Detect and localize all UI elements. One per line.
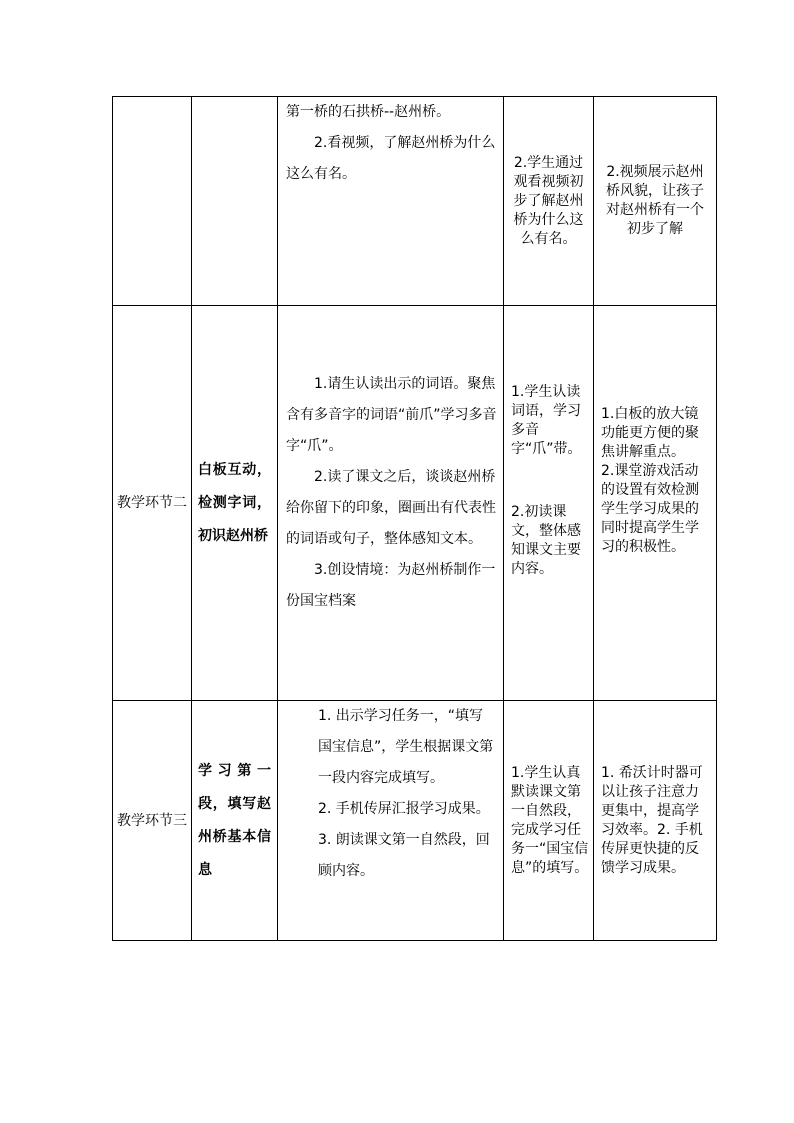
table-row bbox=[113, 97, 717, 306]
table-row bbox=[113, 306, 717, 701]
process-item: 2.看视频，了解赵州桥为什么这么有名。 bbox=[286, 135, 496, 182]
process-item: 3.创设情境：为赵州桥制作一份国宝档案 bbox=[286, 562, 496, 609]
process-cell bbox=[278, 306, 504, 701]
process-cell bbox=[278, 97, 504, 306]
student-activity-item: 1.学生认真默读课文第一自然段，完成学习任务一“国宝信息”的填写。 bbox=[511, 764, 589, 876]
lesson-plan-table bbox=[112, 96, 717, 941]
stage-label: 教学环节三 bbox=[117, 812, 187, 829]
design-intent-cell bbox=[594, 97, 717, 306]
table-row bbox=[113, 701, 717, 941]
student-activity-item: 2.学生通过观看视频初步了解赵州桥为什么这么有名。 bbox=[513, 154, 584, 247]
design-intent-item: 1.白板的放大镜功能更方便的聚焦讲解重点。 bbox=[601, 406, 699, 460]
student-activity-cell bbox=[504, 701, 594, 941]
process-item: 1. 出示学习任务一，“填写国宝信息”，学生根据课文第一段内容完成填写。 bbox=[318, 708, 494, 786]
design-intent-item: 1. 希沃计时器可以让孩子注意力更集中，提高学习效率。2. 手机传屏更快捷的反馈学习成果。 bbox=[601, 764, 703, 876]
process-cell bbox=[278, 701, 504, 941]
process-item: 第一桥的石拱桥--赵州桥。 bbox=[286, 104, 451, 120]
student-activity-item: 1.学生认读词语，学习多音字“爪”带。 bbox=[511, 384, 582, 457]
design-intent-item: 2.视频展示赵州桥风貌，让孩子对赵州桥有一个初步了解 bbox=[606, 164, 704, 237]
student-activity-cell bbox=[504, 97, 594, 306]
topic-cell: 白板互动，检测字词，初识赵州桥 bbox=[192, 306, 278, 701]
stage-label: 教学环节二 bbox=[117, 495, 187, 511]
design-intent-cell bbox=[594, 701, 717, 941]
stage-cell bbox=[113, 701, 192, 941]
stage-cell bbox=[113, 97, 192, 306]
topic-cell: 学习第一段，填写赵州桥基本信息 bbox=[192, 701, 278, 941]
process-item: 3. 朗读课文第一自然段，回顾内容。 bbox=[318, 832, 490, 879]
topic-cell bbox=[192, 97, 278, 306]
process-item: 1.请生认读出示的词语。聚焦含有多音字的词语“前爪”学习多音字“爪”。 bbox=[286, 376, 497, 454]
design-intent-item: 2.课堂游戏活动的设置有效检测学生学习成果的同时提高学生学习的积极性。 bbox=[601, 463, 699, 555]
student-activity-item: 2.初读课文，整体感知课文主要内容。 bbox=[511, 504, 581, 577]
process-item: 2.读了课文之后，谈谈赵州桥给你留下的印象，圈画出有代表性的词语或句子，整体感知文本。 bbox=[286, 469, 496, 547]
student-activity-cell bbox=[504, 306, 594, 701]
design-intent-cell bbox=[594, 306, 717, 701]
process-item: 2. 手机传屏汇报学习成果。 bbox=[318, 801, 490, 817]
stage-cell bbox=[113, 306, 192, 701]
